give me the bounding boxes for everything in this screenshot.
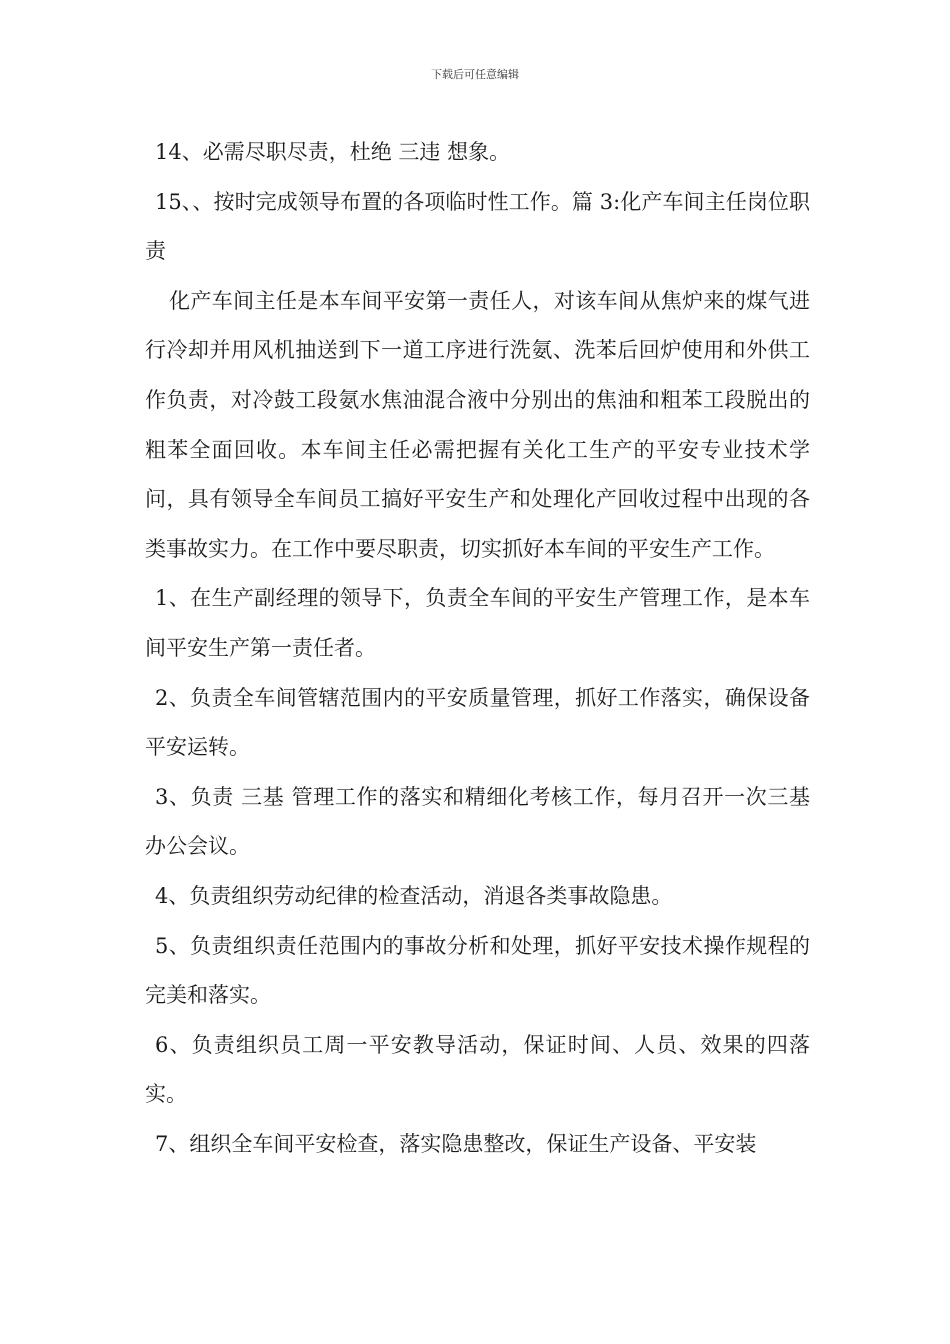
page-header: 下载后可任意编辑 [431, 68, 519, 81]
duty-item-1: 1、在生产副经理的领导下，负责全车间的平安生产管理工作，是本车间平安生产第一责任者。 [145, 586, 810, 660]
section-intro-paragraph: 化产车间主任是本车间平安第一责任人，对该车间从焦炉来的煤气进行冷却并用风机抽送到下一道工序进行洗氨、洗苯后回炉使用和外供工作负责，对冷鼓工段氨水焦油混合液中分别出的焦油和粗苯工段脱出的粗苯全面回收。本车间主任必需把握有关化工生产的平安专业技术学问，具有领导全车间员工搞好平安生产和处理化产回收过程中出现的各类事故实力。在工作中要尽职责，切实抓好本车间的平安生产工作。 [145, 288, 810, 561]
duty-item-5: 5、负责组织责任范围内的事故分析和处理，抓好平安技术操作规程的完美和落实。 [145, 933, 810, 1008]
duty-item-15-and-section-title: 15、、按时完成领导布置的各项临时性工作。篇 3:化产车间主任岗位职责 [145, 189, 810, 264]
duty-item-7: 7、组织全车间平安检查，落实隐患整改，保证生产设备、平安装 [155, 1131, 757, 1156]
duty-item-2: 2、负责全车间管辖范围内的平安质量管理，抓好工作落实，确保设备平安运转。 [145, 685, 810, 760]
duty-item-6: 6、负责组织员工周一平安教导活动，保证时间、人员、效果的四落实。 [145, 1032, 810, 1107]
duty-item-4: 4、负责组织劳动纪律的检查活动，消退各类事故隐患。 [155, 883, 673, 908]
duty-item-14: 14、必需尽职尽责，杜绝 三违 想象。 [155, 140, 511, 164]
document-body [145, 128, 810, 1169]
duty-item-3: 3、负责 三基 管理工作的落实和精细化考核工作，每月召开一次三基 办公会议。 [145, 784, 810, 859]
